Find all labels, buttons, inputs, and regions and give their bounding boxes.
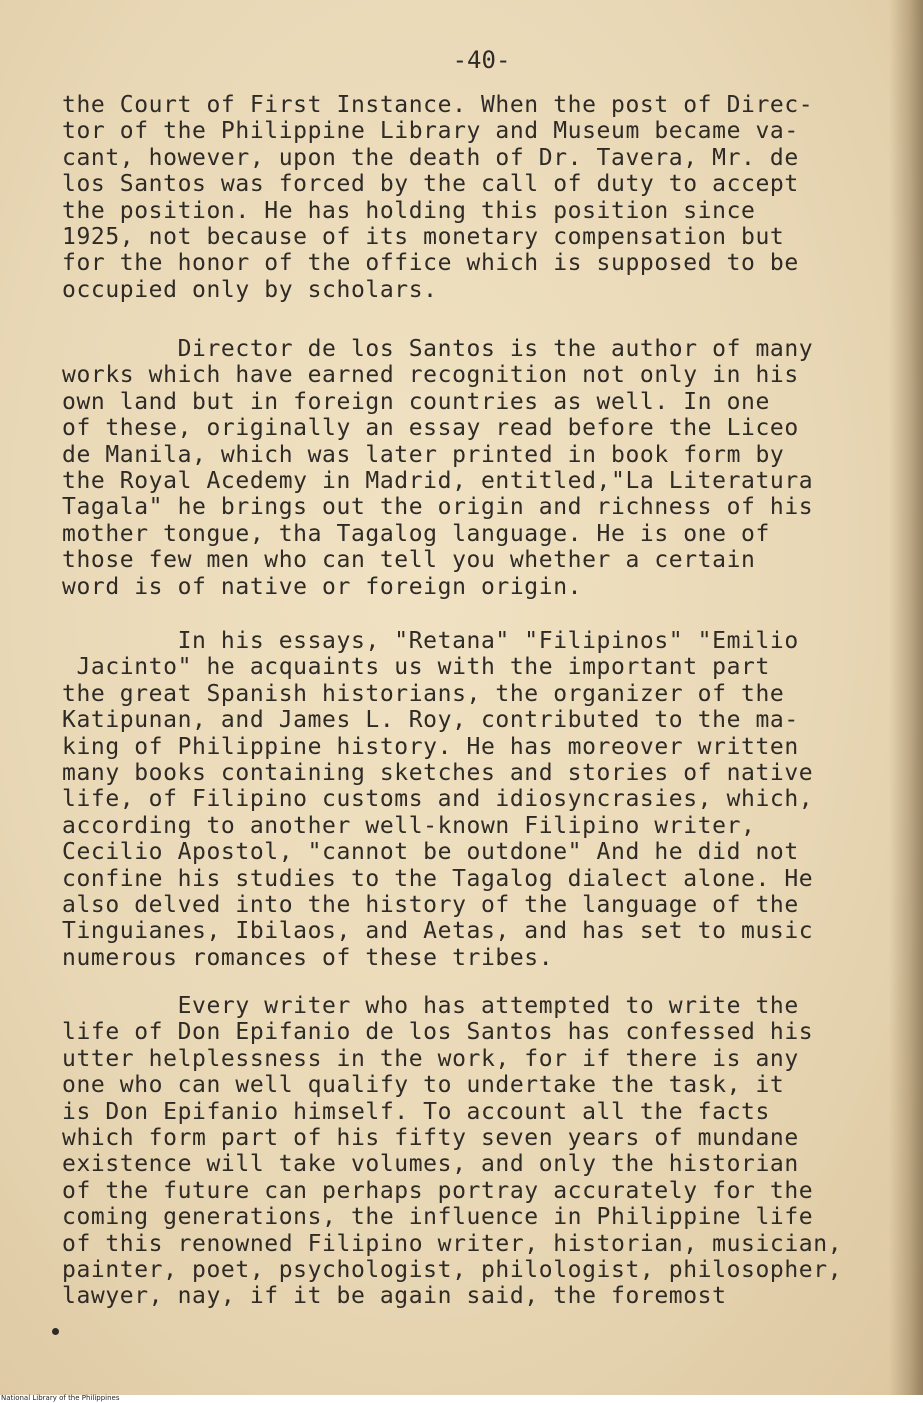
text-line: works which have earned recognition not only in his [62,362,799,389]
text-line: In his essays, "Retana" "Filipinos" "Emilio [62,628,799,654]
text-line: mother tongue, tha Tagalog language. He is one of [62,520,770,547]
text-line: which form part of his fifty seven years of mundane [62,1125,799,1152]
text-line: numerous romances of these tribes. [62,944,554,971]
text-line: Every writer who has attempted to write the [62,993,799,1019]
text-line: tor of the Philippine Library and Museum became va- [62,118,799,145]
text-line: existence will take volumes, and only the historian [62,1151,799,1178]
text-line: de Manila, which was later printed in book form by [62,441,785,468]
text-line: Jacinto" he acquaints us with the important part [62,654,770,681]
text-line: lawyer, nay, if it be again said, the foremost [62,1283,727,1310]
text-line: one who can well qualify to undertake the task, it [62,1072,785,1099]
text-line: los Santos was forced by the call of duty to accept [62,171,799,198]
text-line: those few men who can tell you whether a certain [62,547,756,574]
text-line: of these, originally an essay read before the Liceo [62,415,799,442]
text-line: of this renowned Filipino writer, historian, musician, [62,1230,843,1257]
text-line: painter, poet, psychologist, philologist, philosopher, [62,1257,843,1284]
text-line: life of Don Epifanio de los Santos has confessed his [62,1019,814,1046]
text-line: occupied only by scholars. [62,276,438,303]
text-line: confine his studies to the Tagalog dialect alone. He [62,865,814,892]
text-line: coming generations, the influence in Philippine life [62,1204,814,1231]
paragraph-4 [62,993,902,1310]
text-line: is Don Epifanio himself. To account all the facts [62,1098,770,1125]
text-line: of the future can perhaps portray accurately for the [62,1177,814,1204]
text-line: Katipunan, and James L. Roy, contributed to the ma- [62,707,799,734]
text-line: own land but in foreign countries as well. In one [62,388,770,415]
text-line: Director de los Santos is the author of many [62,336,814,362]
text-line: the great Spanish historians, the organizer of the [62,680,785,707]
ink-dot-mark [52,1328,59,1335]
footer-bar [0,1395,923,1403]
text-line: the position. He has holding this position since [62,197,756,224]
footer-credit: National Library of the Philippines [1,1394,120,1402]
text-line: 1925, not because of its monetary compensation but [62,224,785,251]
text-line: according to another well-known Filipino writer, [62,812,756,839]
text-line: Tagala" he brings out the origin and richness of his [62,494,814,521]
text-line: Tinguianes, Ibilaos, and Aetas, and has set to music [62,918,814,945]
text-line: for the honor of the office which is supposed to be [62,250,799,277]
paragraph-2 [62,336,902,600]
text-line: life, of Filipino customs and idiosyncrasies, which, [62,786,814,813]
text-line: Cecilio Apostol, "cannot be outdone" And he did not [62,839,799,866]
text-line: the Court of First Instance. When the post of Direc- [62,92,814,118]
paragraph-3 [62,628,902,971]
text-line: many books containing sketches and stories of native [62,760,814,787]
text-line: utter helplessness in the work, for if there is any [62,1045,799,1072]
page-number: -40- [452,46,511,74]
paragraph-1 [62,92,902,303]
text-line: cant, however, upon the death of Dr. Tavera, Mr. de [62,144,799,171]
text-line: also delved into the history of the language of the [62,892,799,919]
text-line: word is of native or foreign origin. [62,573,583,600]
text-line: king of Philippine history. He has moreover written [62,733,799,760]
text-line: the Royal Acedemy in Madrid, entitled,"La Literatura [62,468,814,495]
